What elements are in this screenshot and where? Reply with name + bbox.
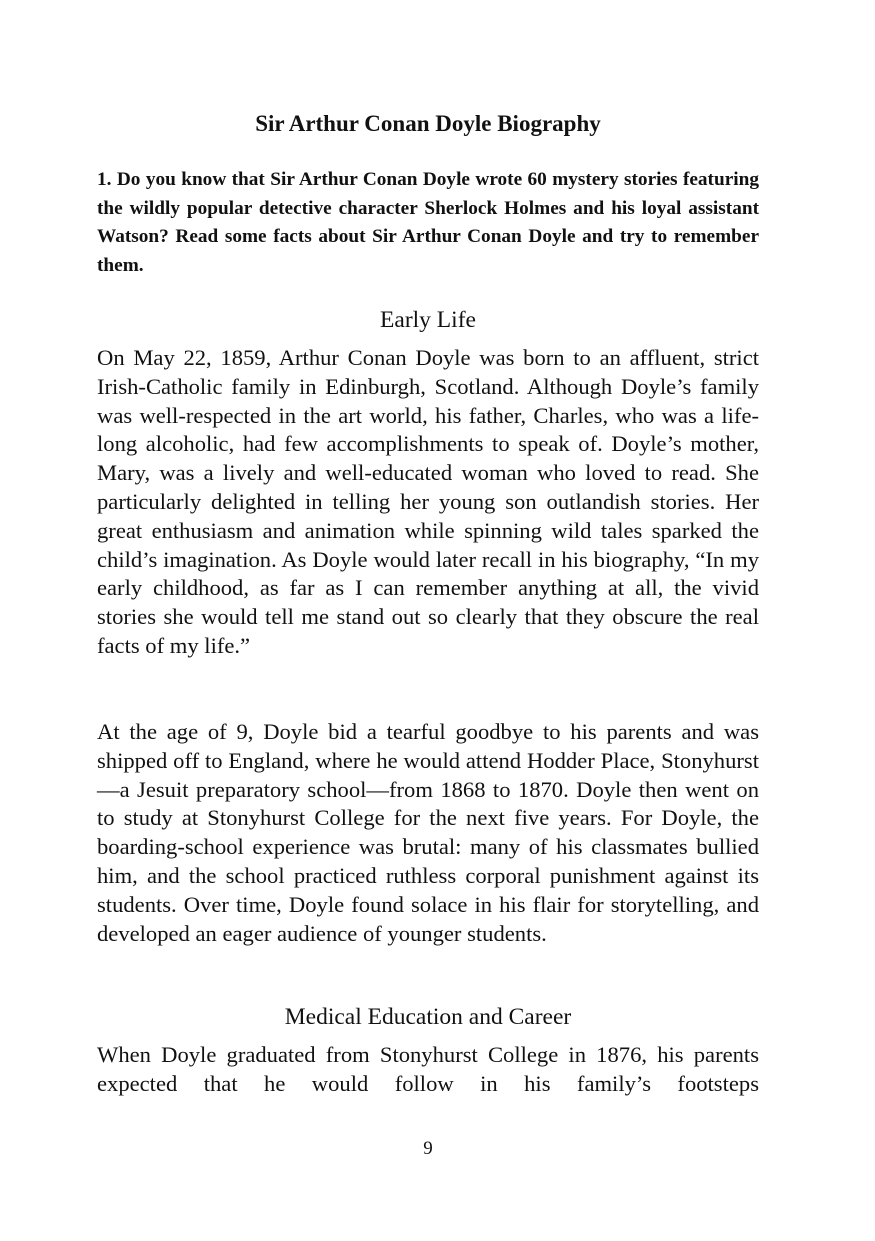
paragraph-medical-education-1: When Doyle graduated from Stonyhurst College in 1876, his parents expected that he would follow in his family’s footsteps — [97, 1042, 759, 1096]
page-title: Sir Arthur Conan Doyle Biography — [255, 111, 601, 136]
task-instruction: 1. Do you know that Sir Arthur Conan Doyle wrote 60 mystery stories featuring the wildly popular detective character Sherlock Holmes and his loyal assistant Watson? Read some facts about Sir Arthur Conan Doyle and try to remember them. — [97, 169, 759, 277]
section-heading-medical-education: Medical Education and Career — [284, 1004, 572, 1030]
paragraph-early-life-2: At the age of 9, Doyle bid a tearful goodbye to his parents and was shipped off to England, where he would attend Hodder Place, Stonyhurst—a Jesuit preparatory school—from 1868 to 1870. Doyle then went on to study at Stonyhurst College for the next five years. For Doyle, the boarding-school experience was brutal: many of his classmates bullied him, and the school practiced ruthless corporal punishment against its students. Over time, Doyle found solace in his flair for storytelling, and developed an eager audience of younger students. — [97, 719, 759, 946]
page-number: 9 — [423, 1138, 433, 1159]
paragraph-early-life-1: On May 22, 1859, Arthur Conan Doyle was born to an affluent, strict Irish-Catholic family in Edinburgh, Scotland. Although Doyle’s family was well-respected in the art world, his father, Charles, who was a life-long alcoholic, had few accomplishments to speak of. Doyle’s mother, Mary, was a lively and well-educated woman who loved to read. She particularly delighted in telling her young son outlandish stories. Her great enthusiasm and animation while spinning wild tales sparked the child’s imagination. As Doyle would later recall in his biography, “In my early childhood, as far as I can remember anything at all, the vivid stories she would tell me stand out so clearly that they obscure the real facts of my life.” — [97, 345, 759, 658]
section-heading-early-life: Early Life — [380, 307, 476, 333]
